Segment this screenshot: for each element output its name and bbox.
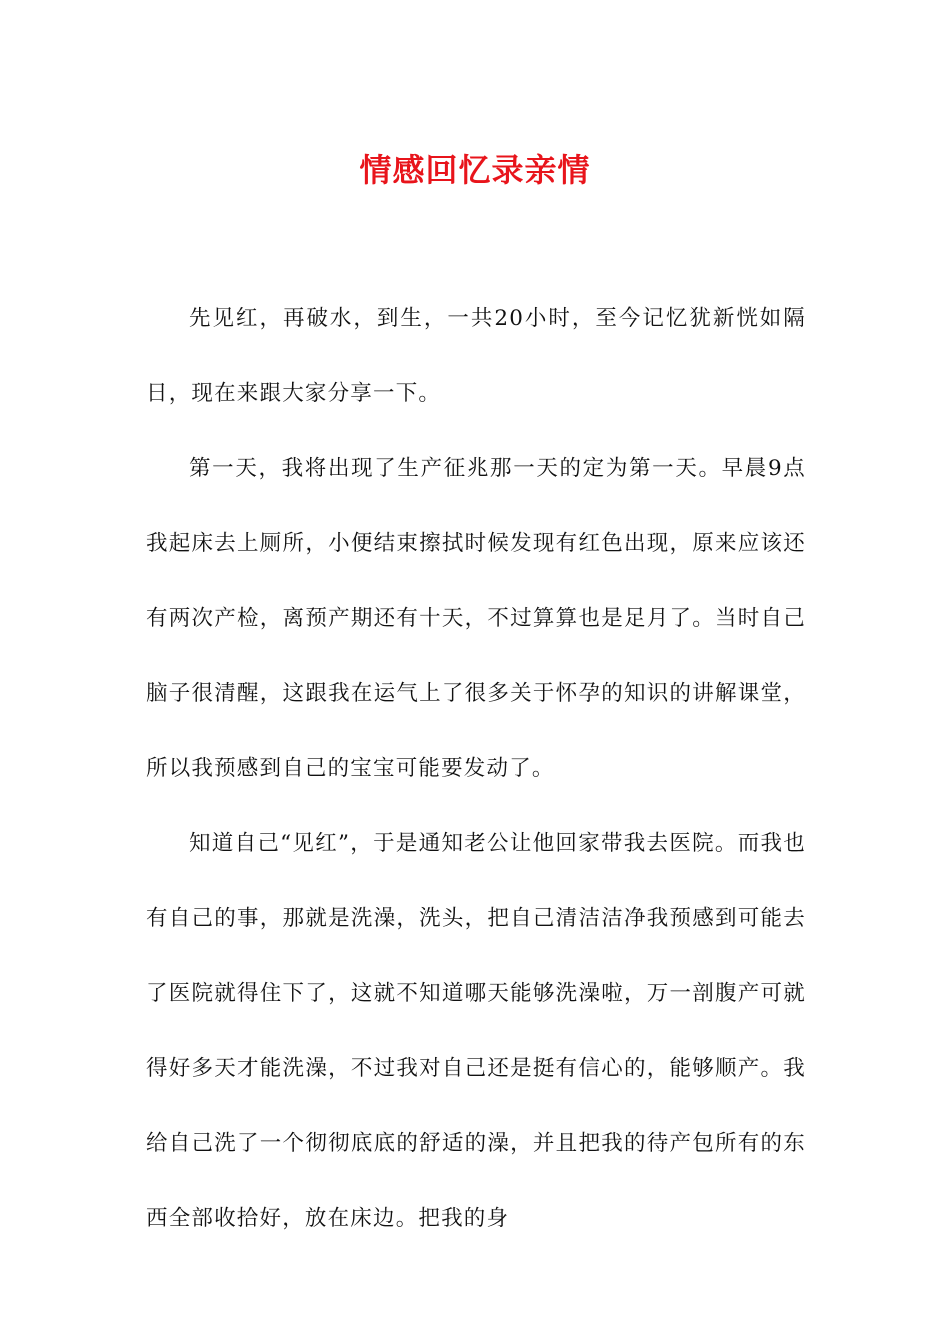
document-title: 情感回忆录亲情 <box>359 151 591 189</box>
paragraph-1: 先见红，再破水，到生，一共20小时，至今记忆犹新恍如隔日，现在来跟大家分享一下。 <box>146 306 806 406</box>
paragraph-2: 第一天，我将出现了生产征兆那一天的定为第一天。早晨9点我起床去上厕所，小便结束擦拭时候发现有红色出现，原来应该还有两次产检，离预产期还有十天，不过算算也是足月了。当时自己脑子很清醒，这跟我在运气上了很多关于怀孕的知识的讲解课堂，所以我预感到自己的宝宝可能要发动了。 <box>146 456 806 781</box>
paragraph-3: 知道自己“见红”，于是通知老公让他回家带我去医院。而我也有自己的事，那就是洗澡，洗头，把自己清洁洁净我预感到可能去了医院就得住下了，这就不知道哪天能够洗澡啦，万一剖腹产可就得好多天才能洗澡，不过我对自己还是挺有信心的，能够顺产。我给自己洗了一个彻彻底底的舒适的澡，并且把我的待产包所有的东西全部收拾好，放在床边。把我的身 <box>146 831 806 1231</box>
document-body <box>146 281 806 1256</box>
